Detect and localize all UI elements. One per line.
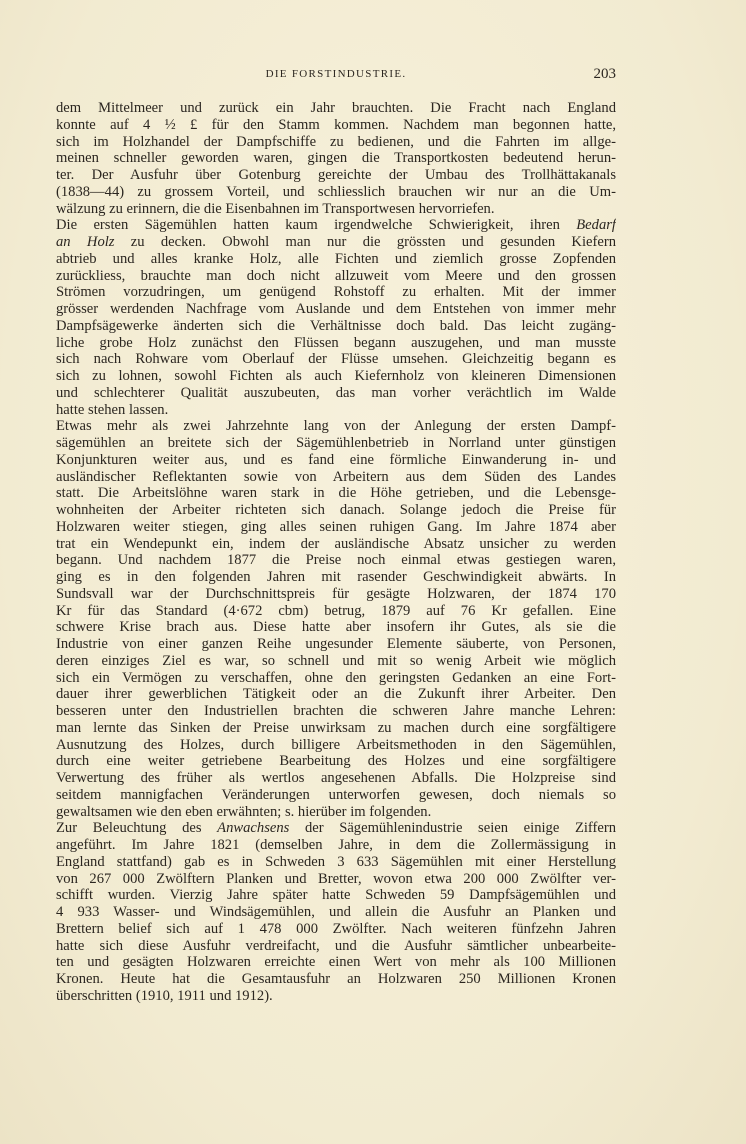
text-line: abtrieb und alles kranke Holz, alle Fichten und ziemlich grosse Zopfenden [56,250,616,267]
paragraph [56,418,616,820]
text-line: (1838—44) zu grossem Vorteil, und schliesslich brauchen wir nur an die Um- [56,183,616,200]
text-line: Konjunkturen weiter aus, und es fand eine förmliche Einwanderung in- und [56,451,616,468]
text-line: wohnheiten der Arbeiter richteten sich danach. Solange jedoch die Preise für [56,502,616,518]
text-line: Verwertung des früher als wertlos angesehenen Abfalls. Die Holzpreise sind [56,770,616,786]
body-text [56,100,616,1005]
text-line: seitdem mannigfachen Veränderungen unterworfen gewesen, doch niemals so [56,786,616,803]
text-line: Holzwaren weiter stiegen, ging alles seinen ruhigen Gang. Im Jahre 1874 aber [56,518,616,535]
text-line: Die ersten Sägemühlen hatten kaum irgendwelche Schwierigkeit, ihren Bedarf [56,217,616,234]
paragraph [56,100,616,217]
emphasis: Bedarf [576,217,616,234]
text-line: begann. Und nachdem 1877 die Preise noch einmal etwas gestiegen waren, [56,552,616,569]
page-number: 203 [593,66,616,82]
text-line: Ausnutzung des Holzes, durch billigere Arbeitsmethoden in den Sägemühlen, [56,736,616,753]
text-line: liche grobe Holz zunächst den Flüssen begann auszugehen, und man musste [56,334,616,351]
text-line: sich im Holzhandel der Dampfschiffe zu bedienen, und die Fahrten im allge- [56,133,616,150]
text-line: ter. Der Ausfuhr über Gotenburg gereichte der Umbau des Trollhättakanals [56,167,616,183]
text-line: England stattfand) gab es in Schweden 3 633 Sägemühlen mit einer Herstellung [56,853,616,870]
text-line: durch eine weiter getriebene Bearbeitung des Holzes und eine sorgfältigere [56,753,616,770]
text-line: dauer ihrer gewerblichen Tätigkeit oder an die Zukunft ihrer Arbeiter. Den [56,686,616,703]
text-line: und schlechterer Qualität auszubeuten, das man vorher verächtlich im Walde [56,384,616,401]
text-line: dem Mittelmeer und zurück ein Jahr brauchten. Die Fracht nach England [56,100,616,116]
text-line: ging es in den folgenden Jahren mit rasender Geschwindigkeit abwärts. In [56,569,616,585]
text-line: von 267 000 Zwölftern Planken und Bretter, wovon etwa 200 000 Zwölfter ver- [56,870,616,887]
text-line: wälzung zu erinnern, die die Eisenbahnen im Transportwesen hervorriefen. [56,200,495,217]
text-line: Industrie von einer ganzen Reihe ungesunder Elemente säuberte, von Personen, [56,636,616,652]
text-line: schifft wurden. Vierzig Jahre später hatte Schweden 59 Dampfsägemühlen und [56,887,616,904]
text-line: hatte stehen lassen. [56,401,169,418]
text-line: Etwas mehr als zwei Jahrzehnte lang von der Anlegung der ersten Dampf- [56,418,616,435]
text-line: man lernte das Sinken der Preise unwirksam zu machen durch eine sorgfältigere [56,719,616,736]
text-line: Zur Beleuchtung des Anwachsens der Sägemühlenindustrie seien einige Ziffern [56,820,616,837]
text-line: Brettern belief sich auf 1 478 000 Zwölfter. Nach weiteren fünfzehn Jahren [56,920,616,937]
text-line: schwere Krise brach aus. Diese hatte aber insofern ihr Gutes, als sie die [56,619,616,636]
text-line: an Holz zu decken. Obwohl man nur die grössten und gesunden Kiefern [56,234,616,250]
text-line: besseren unter den Industriellen brachten die schweren Jahre manche Lehren: [56,703,616,719]
text-line: Kronen. Heute hat die Gesamtausfuhr an Holzwaren 250 Millionen Kronen [56,971,616,987]
text-line: Sundsvall war der Durchschnittspreis für gesägte Holzwaren, der 1874 170 [56,585,616,602]
text-line: statt. Die Arbeitslöhne waren stark in die Höhe getrieben, und die Lebensge- [56,485,616,502]
text-line: zurückliess, brauchte man doch nicht allzuweit vom Meere und den grossen [56,267,616,284]
text-line: hatte sich diese Ausfuhr verdreifacht, und die Ausfuhr sämtlicher unbearbeite- [56,937,616,954]
text-line: Strömen vorzudringen, um genügend Rohstoff zu erhalten. Mit der immer [56,284,616,301]
text-line: Kr für das Standard (4·672 cbm) betrug, 1879 auf 76 Kr gefallen. Eine [56,602,616,619]
text-line: gewaltsamen wie den eben erwähnten; s. hierüber im folgenden. [56,803,432,820]
text-line: trat ein Wendepunkt ein, indem der ausländische Absatz unsicher zu werden [56,535,616,552]
text-line: ausländischer Reflektanten sowie von Arbeitern aus dem Süden des Landes [56,468,616,485]
text-line: ten und gesägten Holzwaren erreichte einen Wert von mehr als 100 Millionen [56,954,616,971]
text-line: sich ein Vermögen zu verschaffen, ohne den geringsten Gedanken an eine Fort- [56,669,616,686]
text-line: meinen schneller geworden waren, gingen die Transportkosten bedeutend herun- [56,150,616,167]
text-line: sich nach Rohware vom Oberlauf der Flüsse umsehen. Gleichzeitig begann es [56,351,616,368]
text-line: Dampfsägewerke änderten sich die Verhältnisse doch bald. Das leicht zugäng- [56,317,616,334]
text-line: konnte auf 4 ½ £ für den Stamm kommen. Nachdem man begonnen hatte, [56,116,616,133]
text-line: sich zu lohnen, sowohl Fichten als auch Kiefernholz von kleineren Dimensionen [56,368,616,384]
text-line: überschritten (1910, 1911 und 1912). [56,987,273,1004]
paragraph [56,820,616,1004]
paragraph [56,217,616,418]
emphasis: Anwachsens [217,820,290,837]
running-title: DIE FORSTINDUSTRIE. [265,68,407,80]
page-header [56,66,616,84]
text-line: 4 933 Wasser- und Windsägemühlen, und allein die Ausfuhr an Planken und [56,904,616,920]
text-line: deren einziges Ziel es war, so schnell und mit so wenig Arbeit wie möglich [56,652,616,669]
emphasis: an Holz [56,234,115,250]
text-line: grösser werdenden Nachfrage vom Auslande und dem Entstehen von immer mehr [56,301,616,317]
text-line: angeführt. Im Jahre 1821 (demselben Jahre, in dem die Zollermässigung in [56,837,616,853]
text-line: sägemühlen an breitete sich der Sägemühlenbetrieb in Norrland unter günstigen [56,435,616,451]
